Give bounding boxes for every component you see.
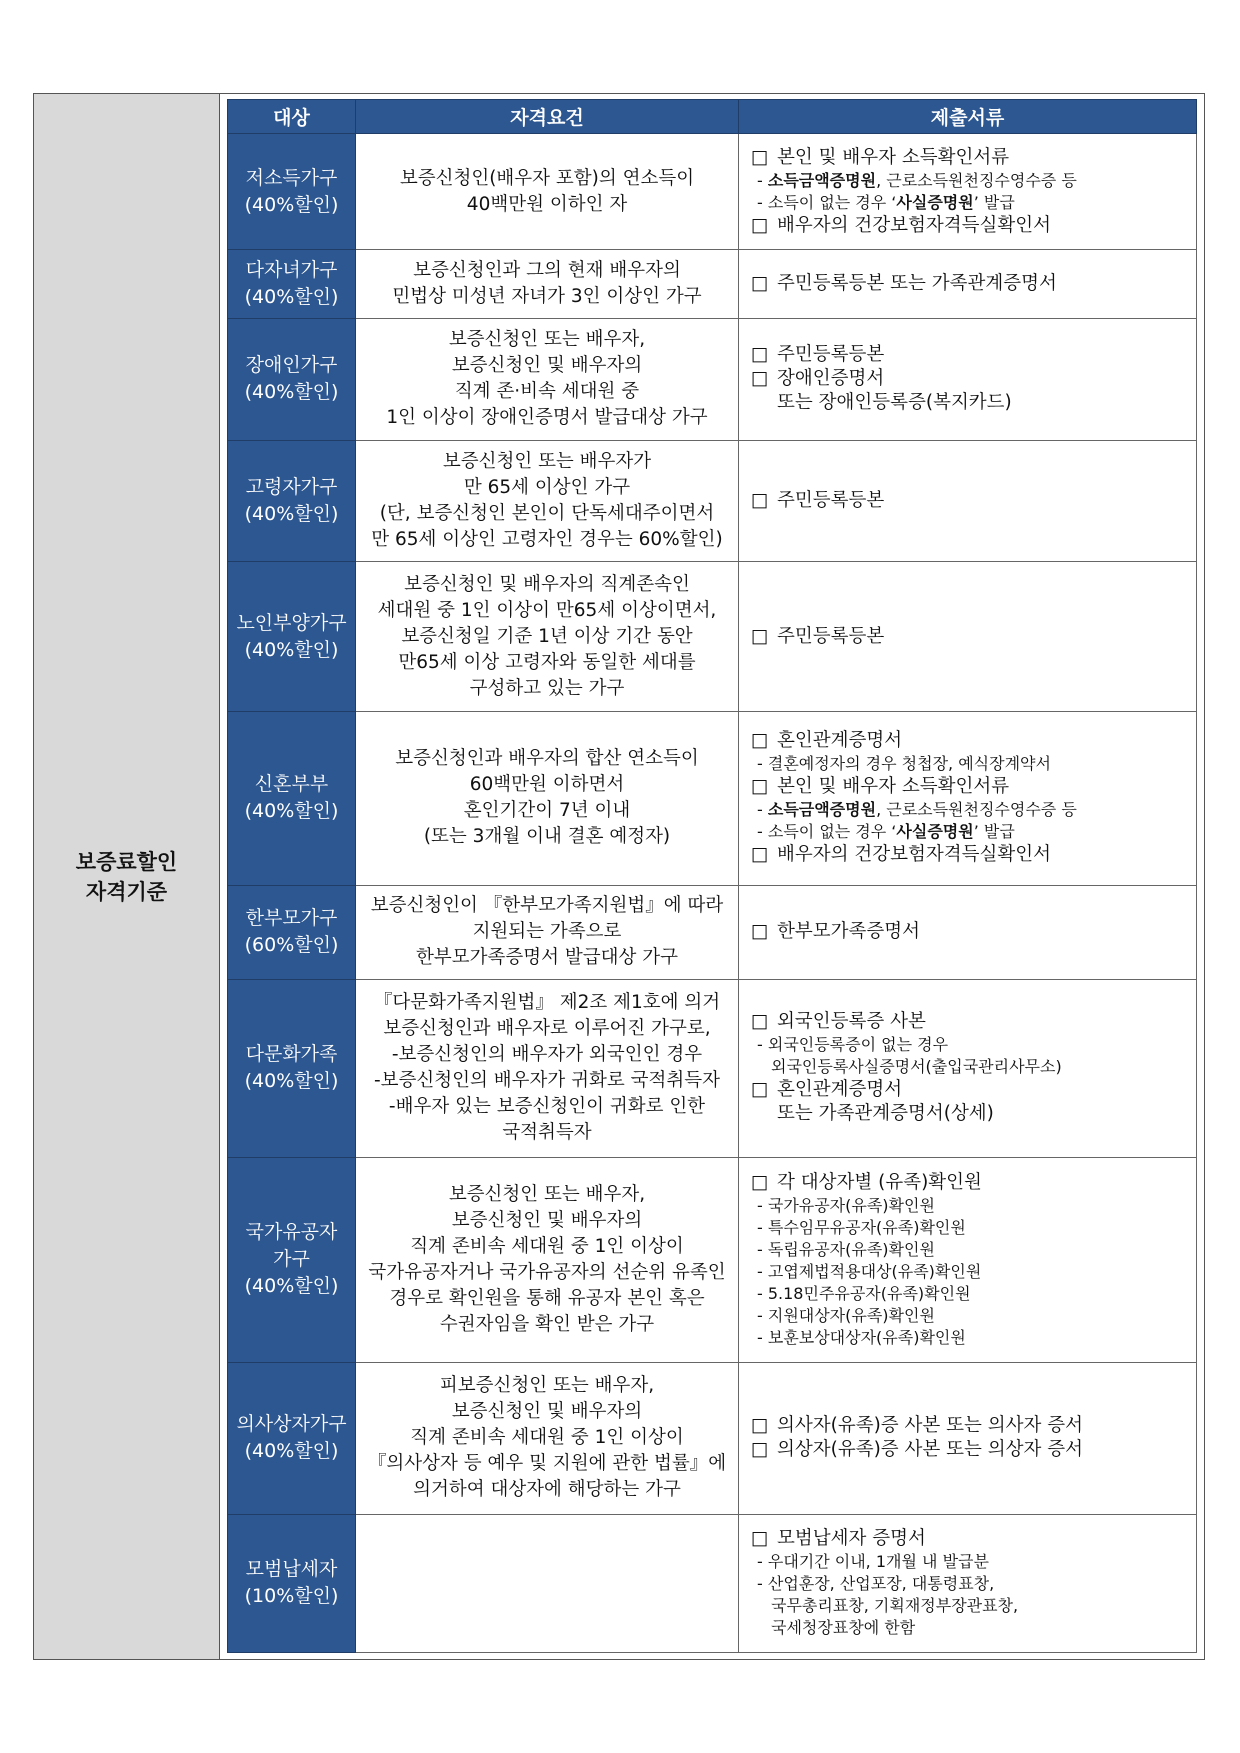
table-header-row <box>228 100 1197 134</box>
document-subitem: - 우대기간 이내, 1개월 내 발급분 <box>751 1551 1192 1573</box>
document-subitem: - 소득이 없는 경우 ‘사실증명원’ 발급 <box>751 821 1192 843</box>
requirements-cell: 보증신청인이 『한부모가족지원법』에 따라 지원되는 가족으로 한부모가족증명서 발급대상 가구 <box>356 885 739 979</box>
document-item: □ 모범납세자 증명서 <box>751 1527 1192 1551</box>
documents-cell <box>739 134 1197 250</box>
table-row <box>228 1158 1197 1363</box>
table-row <box>228 250 1197 319</box>
table-row <box>228 134 1197 250</box>
document-subitem: - 소득금액증명원, 근로소득원천징수영수증 등 <box>751 170 1192 192</box>
criteria-table <box>227 99 1197 1653</box>
document-item: □ 혼인관계증명서 <box>751 1078 1192 1102</box>
requirements-cell: 보증신청인 또는 배우자, 보증신청인 및 배우자의 직계 존비속 세대원 중 1인 이상이 국가유공자거나 국가유공자의 선순위 유족인 경우로 확인원을 통해 유공자 본인 혹은 수권자임을 확인 받은 가구 <box>356 1158 739 1363</box>
requirements-cell: 보증신청인 또는 배우자가 만 65세 이상인 가구 (단, 보증신청인 본인이 단독세대주이면서 만 65세 이상인 고령자인 경우는 60%할인) <box>356 440 739 562</box>
document-subitem: - 소득이 없는 경우 ‘사실증명원’ 발급 <box>751 192 1192 214</box>
table-row <box>228 318 1197 440</box>
document-subitem: - 산업훈장, 산업포장, 대통령표창, <box>751 1573 1192 1595</box>
documents-cell <box>739 440 1197 562</box>
target-cell: 한부모가구 (60%할인) <box>228 885 356 979</box>
document-subitem: - 국가유공자(유족)확인원 <box>751 1195 1192 1217</box>
requirements-cell: 보증신청인과 그의 현재 배우자의 민법상 미성년 자녀가 3인 이상인 가구 <box>356 250 739 319</box>
requirements-cell: 보증신청인 및 배우자의 직계존속인 세대원 중 1인 이상이 만65세 이상이면서, 보증신청일 기준 1년 이상 기간 동안 만65세 이상 고령자와 동일한 세대를 구성하고 있는 가구 <box>356 562 739 711</box>
document-item: □ 외국인등록증 사본 <box>751 1010 1192 1034</box>
document-item: □ 장애인증명서 <box>751 367 1192 391</box>
target-cell: 저소득가구 (40%할인) <box>228 134 356 250</box>
target-cell: 다자녀가구 (40%할인) <box>228 250 356 319</box>
section-label: 보증료할인 자격기준 <box>75 849 178 904</box>
requirements-cell: 보증신청인 또는 배우자, 보증신청인 및 배우자의 직계 존·비속 세대원 중 1인 이상이 장애인증명서 발급대상 가구 <box>356 318 739 440</box>
target-cell: 다문화가족 (40%할인) <box>228 979 356 1157</box>
table-row <box>228 1362 1197 1514</box>
header-requirements: 자격요건 <box>356 100 739 134</box>
requirements-cell: 피보증신청인 또는 배우자, 보증신청인 및 배우자의 직계 존비속 세대원 중 1인 이상이 『의사상자 등 예우 및 지원에 관한 법률』에 의거하여 대상자에 해당하는 가구 <box>356 1362 739 1514</box>
documents-cell <box>739 250 1197 319</box>
document-item: □ 각 대상자별 (유족)확인원 <box>751 1171 1192 1195</box>
document-item: □ 주민등록등본 또는 가족관계증명서 <box>751 272 1192 296</box>
documents-cell <box>739 318 1197 440</box>
documents-cell <box>739 562 1197 711</box>
document-item: □ 의상자(유족)증 사본 또는 의상자 증서 <box>751 1438 1192 1462</box>
table-row <box>228 562 1197 711</box>
discount-criteria-frame <box>33 93 1205 1660</box>
documents-cell <box>739 711 1197 885</box>
document-subitem: - 외국인등록증이 없는 경우 <box>751 1034 1192 1056</box>
document-item: □ 배우자의 건강보험자격득실확인서 <box>751 214 1192 238</box>
document-item: □ 배우자의 건강보험자격득실확인서 <box>751 843 1192 867</box>
documents-cell <box>739 1514 1197 1652</box>
document-subitem-continued: 국무총리표창, 기획재정부장관표창, <box>771 1596 1019 1616</box>
target-cell: 신혼부부 (40%할인) <box>228 711 356 885</box>
document-item: □ 본인 및 배우자 소득확인서류 <box>751 146 1192 170</box>
header-documents: 제출서류 <box>739 100 1197 134</box>
document-item: □ 혼인관계증명서 <box>751 729 1192 753</box>
document-item: □ 의사자(유족)증 사본 또는 의사자 증서 <box>751 1414 1192 1438</box>
documents-cell <box>739 885 1197 979</box>
header-target: 대상 <box>228 100 356 134</box>
document-item: □ 본인 및 배우자 소득확인서류 <box>751 775 1192 799</box>
documents-cell <box>739 1158 1197 1363</box>
table-row <box>228 979 1197 1157</box>
document-item-continued: 또는 장애인등록증(복지카드) <box>777 392 1012 414</box>
requirements-cell: 보증신청인과 배우자의 합산 연소득이 60백만원 이하면서 혼인기간이 7년 이내 (또는 3개월 이내 결혼 예정자) <box>356 711 739 885</box>
table-row <box>228 885 1197 979</box>
target-cell: 노인부양가구 (40%할인) <box>228 562 356 711</box>
documents-cell <box>739 979 1197 1157</box>
document-subitem: - 소득금액증명원, 근로소득원천징수영수증 등 <box>751 799 1192 821</box>
document-item: □ 주민등록등본 <box>751 625 1192 649</box>
document-subitem: - 보훈보상대상자(유족)확인원 <box>751 1327 1192 1349</box>
target-cell: 장애인가구 (40%할인) <box>228 318 356 440</box>
section-label-cell <box>34 94 220 1659</box>
requirements-cell: 보증신청인(배우자 포함)의 연소득이 40백만원 이하인 자 <box>356 134 739 250</box>
target-cell: 의사상자가구 (40%할인) <box>228 1362 356 1514</box>
document-subitem: - 지원대상자(유족)확인원 <box>751 1305 1192 1327</box>
document-subitem: - 독립유공자(유족)확인원 <box>751 1239 1192 1261</box>
document-item: □ 주민등록등본 <box>751 343 1192 367</box>
table-row <box>228 711 1197 885</box>
document-item: □ 주민등록등본 <box>751 489 1192 513</box>
document-subitem: - 5.18민주유공자(유족)확인원 <box>751 1283 1192 1305</box>
document-item-continued: 또는 가족관계증명서(상세) <box>777 1103 994 1125</box>
requirements-cell-empty <box>356 1514 739 1652</box>
document-subitem: - 결혼예정자의 경우 청첩장, 예식장계약서 <box>751 753 1192 775</box>
target-cell: 모범납세자 (10%할인) <box>228 1514 356 1652</box>
table-row <box>228 440 1197 562</box>
document-subitem-continued: 국세청장표창에 한함 <box>771 1618 916 1638</box>
requirements-cell: 『다문화가족지원법』 제2조 제1호에 의거 보증신청인과 배우자로 이루어진 가구로, -보증신청인의 배우자가 외국인인 경우 -보증신청인의 배우자가 귀화로 국적취득자 -배우자 있는 보증신청인이 귀화로 인한 국적취득자 <box>356 979 739 1157</box>
target-cell: 고령자가구 (40%할인) <box>228 440 356 562</box>
target-cell: 국가유공자 가구 (40%할인) <box>228 1158 356 1363</box>
table-row <box>228 1514 1197 1652</box>
document-subitem-continued: 외국인등록사실증명서(출입국관리사무소) <box>771 1057 1062 1077</box>
document-subitem: - 특수임무유공자(유족)확인원 <box>751 1217 1192 1239</box>
document-item: □ 한부모가족증명서 <box>751 920 1192 944</box>
document-subitem: - 고엽제법적용대상(유족)확인원 <box>751 1261 1192 1283</box>
documents-cell <box>739 1362 1197 1514</box>
